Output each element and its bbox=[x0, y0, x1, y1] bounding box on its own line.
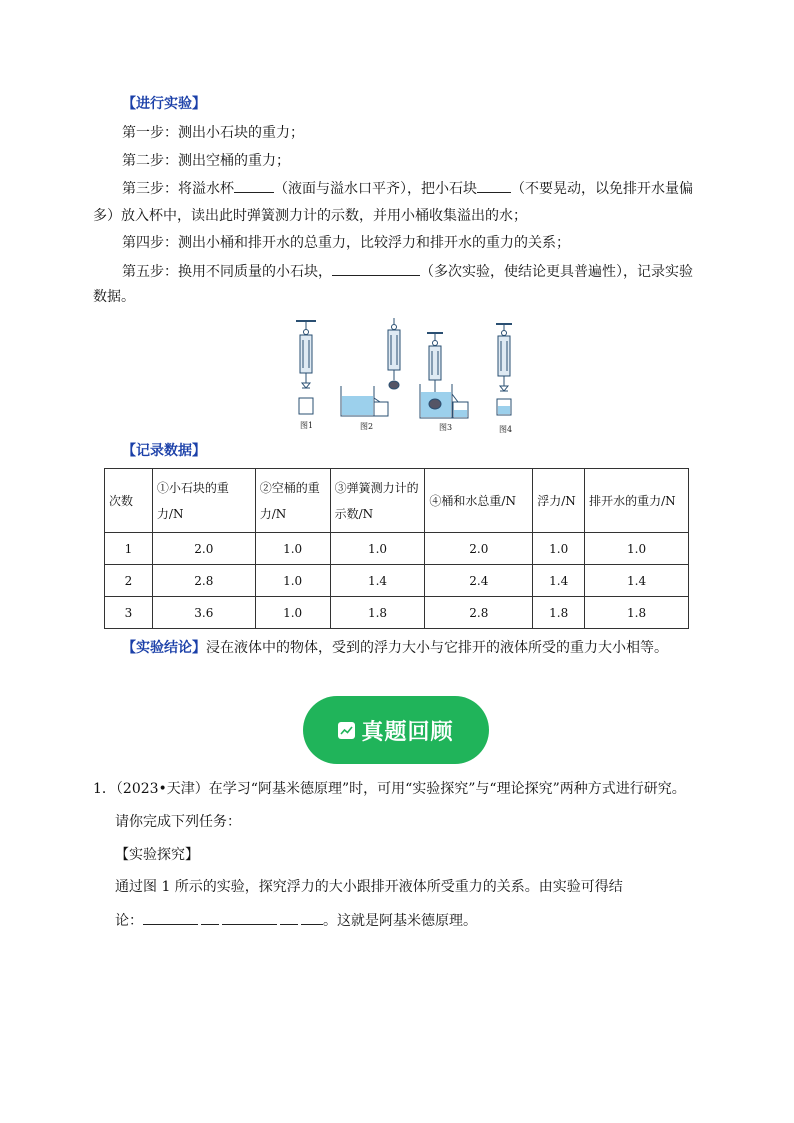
figure-4-scale-diagram bbox=[496, 324, 512, 415]
table-cell: 2.0 bbox=[152, 533, 255, 565]
answer-blank bbox=[234, 177, 274, 193]
table-row bbox=[105, 565, 689, 597]
trend-chart-icon bbox=[338, 722, 355, 739]
step-5-continued: 数据。 bbox=[93, 289, 135, 305]
question-line-3: 【实验探究】 bbox=[115, 847, 199, 863]
step-5-part-a: 第五步：换用不同质量的小石块， bbox=[122, 264, 332, 280]
banner-label: 真题回顾 bbox=[361, 719, 454, 745]
table-cell: 1.4 bbox=[585, 565, 689, 597]
table-cell: 1.0 bbox=[330, 533, 425, 565]
question-line-5-end: 。这就是阿基米德原理。 bbox=[323, 913, 477, 929]
step-1: 第一步：测出小石块的重力； bbox=[122, 125, 304, 141]
question-line-1: 1．（2023•天津）在学习“阿基米德原理”时，可用“实验探究”与“理论探究”两种方式进行研究。 bbox=[93, 781, 686, 797]
table-cell: 2.0 bbox=[425, 533, 533, 565]
table-cell: 1.0 bbox=[585, 533, 689, 565]
table-cell: 2.8 bbox=[425, 597, 533, 629]
table-cell: 1.4 bbox=[533, 565, 585, 597]
table-cell: 1.0 bbox=[533, 533, 585, 565]
step-5-part-b: （多次实验，使结论更具普遍性），记录实验 bbox=[420, 264, 693, 280]
table-header-cell: ④桶和水总重/N bbox=[425, 469, 533, 533]
table-header-cell: 浮力/N bbox=[533, 469, 585, 533]
table-cell: 1.0 bbox=[255, 597, 330, 629]
table-cell: 1.0 bbox=[255, 565, 330, 597]
table-header-cell: ②空桶的重力/N bbox=[255, 469, 330, 533]
step-5 bbox=[122, 260, 693, 282]
table-header-cell: 排开水的重力/N bbox=[585, 469, 689, 533]
table-header-cell: ①小石块的重力/N bbox=[152, 469, 255, 533]
table-row bbox=[105, 533, 689, 565]
step-3-part-c: （不要晃动，以免排开水量偏 bbox=[511, 181, 693, 197]
conclusion-text: 浸在液体中的物体，受到的浮力大小与它排开的液体所受的重力大小相等。 bbox=[206, 640, 668, 656]
question-line-4: 通过图 1 所示的实验，探究浮力的大小跟排开液体所受重力的关系。由实验可得结 bbox=[115, 879, 623, 895]
table-header-cell: 次数 bbox=[105, 469, 153, 533]
table-cell: 3 bbox=[105, 597, 153, 629]
answer-blank bbox=[477, 177, 511, 193]
question-line-5-start: 论： bbox=[115, 913, 143, 929]
section-banner bbox=[303, 696, 489, 764]
table-cell: 1.8 bbox=[533, 597, 585, 629]
table-cell: 1.8 bbox=[330, 597, 425, 629]
answer-blank bbox=[201, 909, 219, 925]
table-cell: 2.4 bbox=[425, 565, 533, 597]
record-heading: 【记录数据】 bbox=[122, 443, 206, 459]
table-header-row bbox=[105, 469, 689, 533]
step-3-part-b: （液面与溢水口平齐），把小石块 bbox=[274, 181, 477, 197]
answer-blank bbox=[143, 909, 198, 925]
answer-blank bbox=[222, 909, 277, 925]
table-cell: 1.0 bbox=[255, 533, 330, 565]
figure-label: 图4 bbox=[499, 425, 513, 434]
figure-1-scale-diagram bbox=[296, 321, 316, 414]
figure-3-scale-diagram bbox=[420, 333, 468, 418]
step-3-part-a: 第三步：将溢水杯 bbox=[122, 181, 234, 197]
question-line-2: 请你完成下列任务： bbox=[115, 814, 241, 830]
question-line-5 bbox=[115, 909, 477, 931]
step-3-continued: 多）放入杯中，读出此时弹簧测力计的示数，并用小桶收集溢出的水； bbox=[93, 208, 527, 224]
table-header-cell: ③弹簧测力计的示数/N bbox=[330, 469, 425, 533]
table-row bbox=[105, 597, 689, 629]
answer-blank bbox=[301, 909, 323, 925]
table-cell: 2 bbox=[105, 565, 153, 597]
experiment-heading: 【进行实验】 bbox=[122, 96, 206, 112]
table-cell: 1.4 bbox=[330, 565, 425, 597]
table-cell: 1 bbox=[105, 533, 153, 565]
figure-label: 图3 bbox=[439, 423, 453, 432]
step-2: 第二步：测出空桶的重力； bbox=[122, 153, 290, 169]
experiment-figure bbox=[290, 318, 526, 436]
table-cell: 2.8 bbox=[152, 565, 255, 597]
conclusion bbox=[122, 638, 668, 658]
step-4: 第四步：测出小桶和排开水的总重力，比较浮力和排开水的重力的关系； bbox=[122, 235, 570, 251]
answer-blank bbox=[280, 909, 298, 925]
figure-label: 图1 bbox=[300, 421, 314, 430]
answer-blank bbox=[332, 260, 420, 276]
conclusion-heading: 【实验结论】 bbox=[122, 640, 206, 656]
figure-2-scale-diagram bbox=[341, 318, 402, 416]
table-cell: 3.6 bbox=[152, 597, 255, 629]
step-3 bbox=[122, 177, 693, 199]
table-cell: 1.8 bbox=[585, 597, 689, 629]
figure-label: 图2 bbox=[360, 422, 374, 431]
data-table bbox=[104, 468, 689, 629]
